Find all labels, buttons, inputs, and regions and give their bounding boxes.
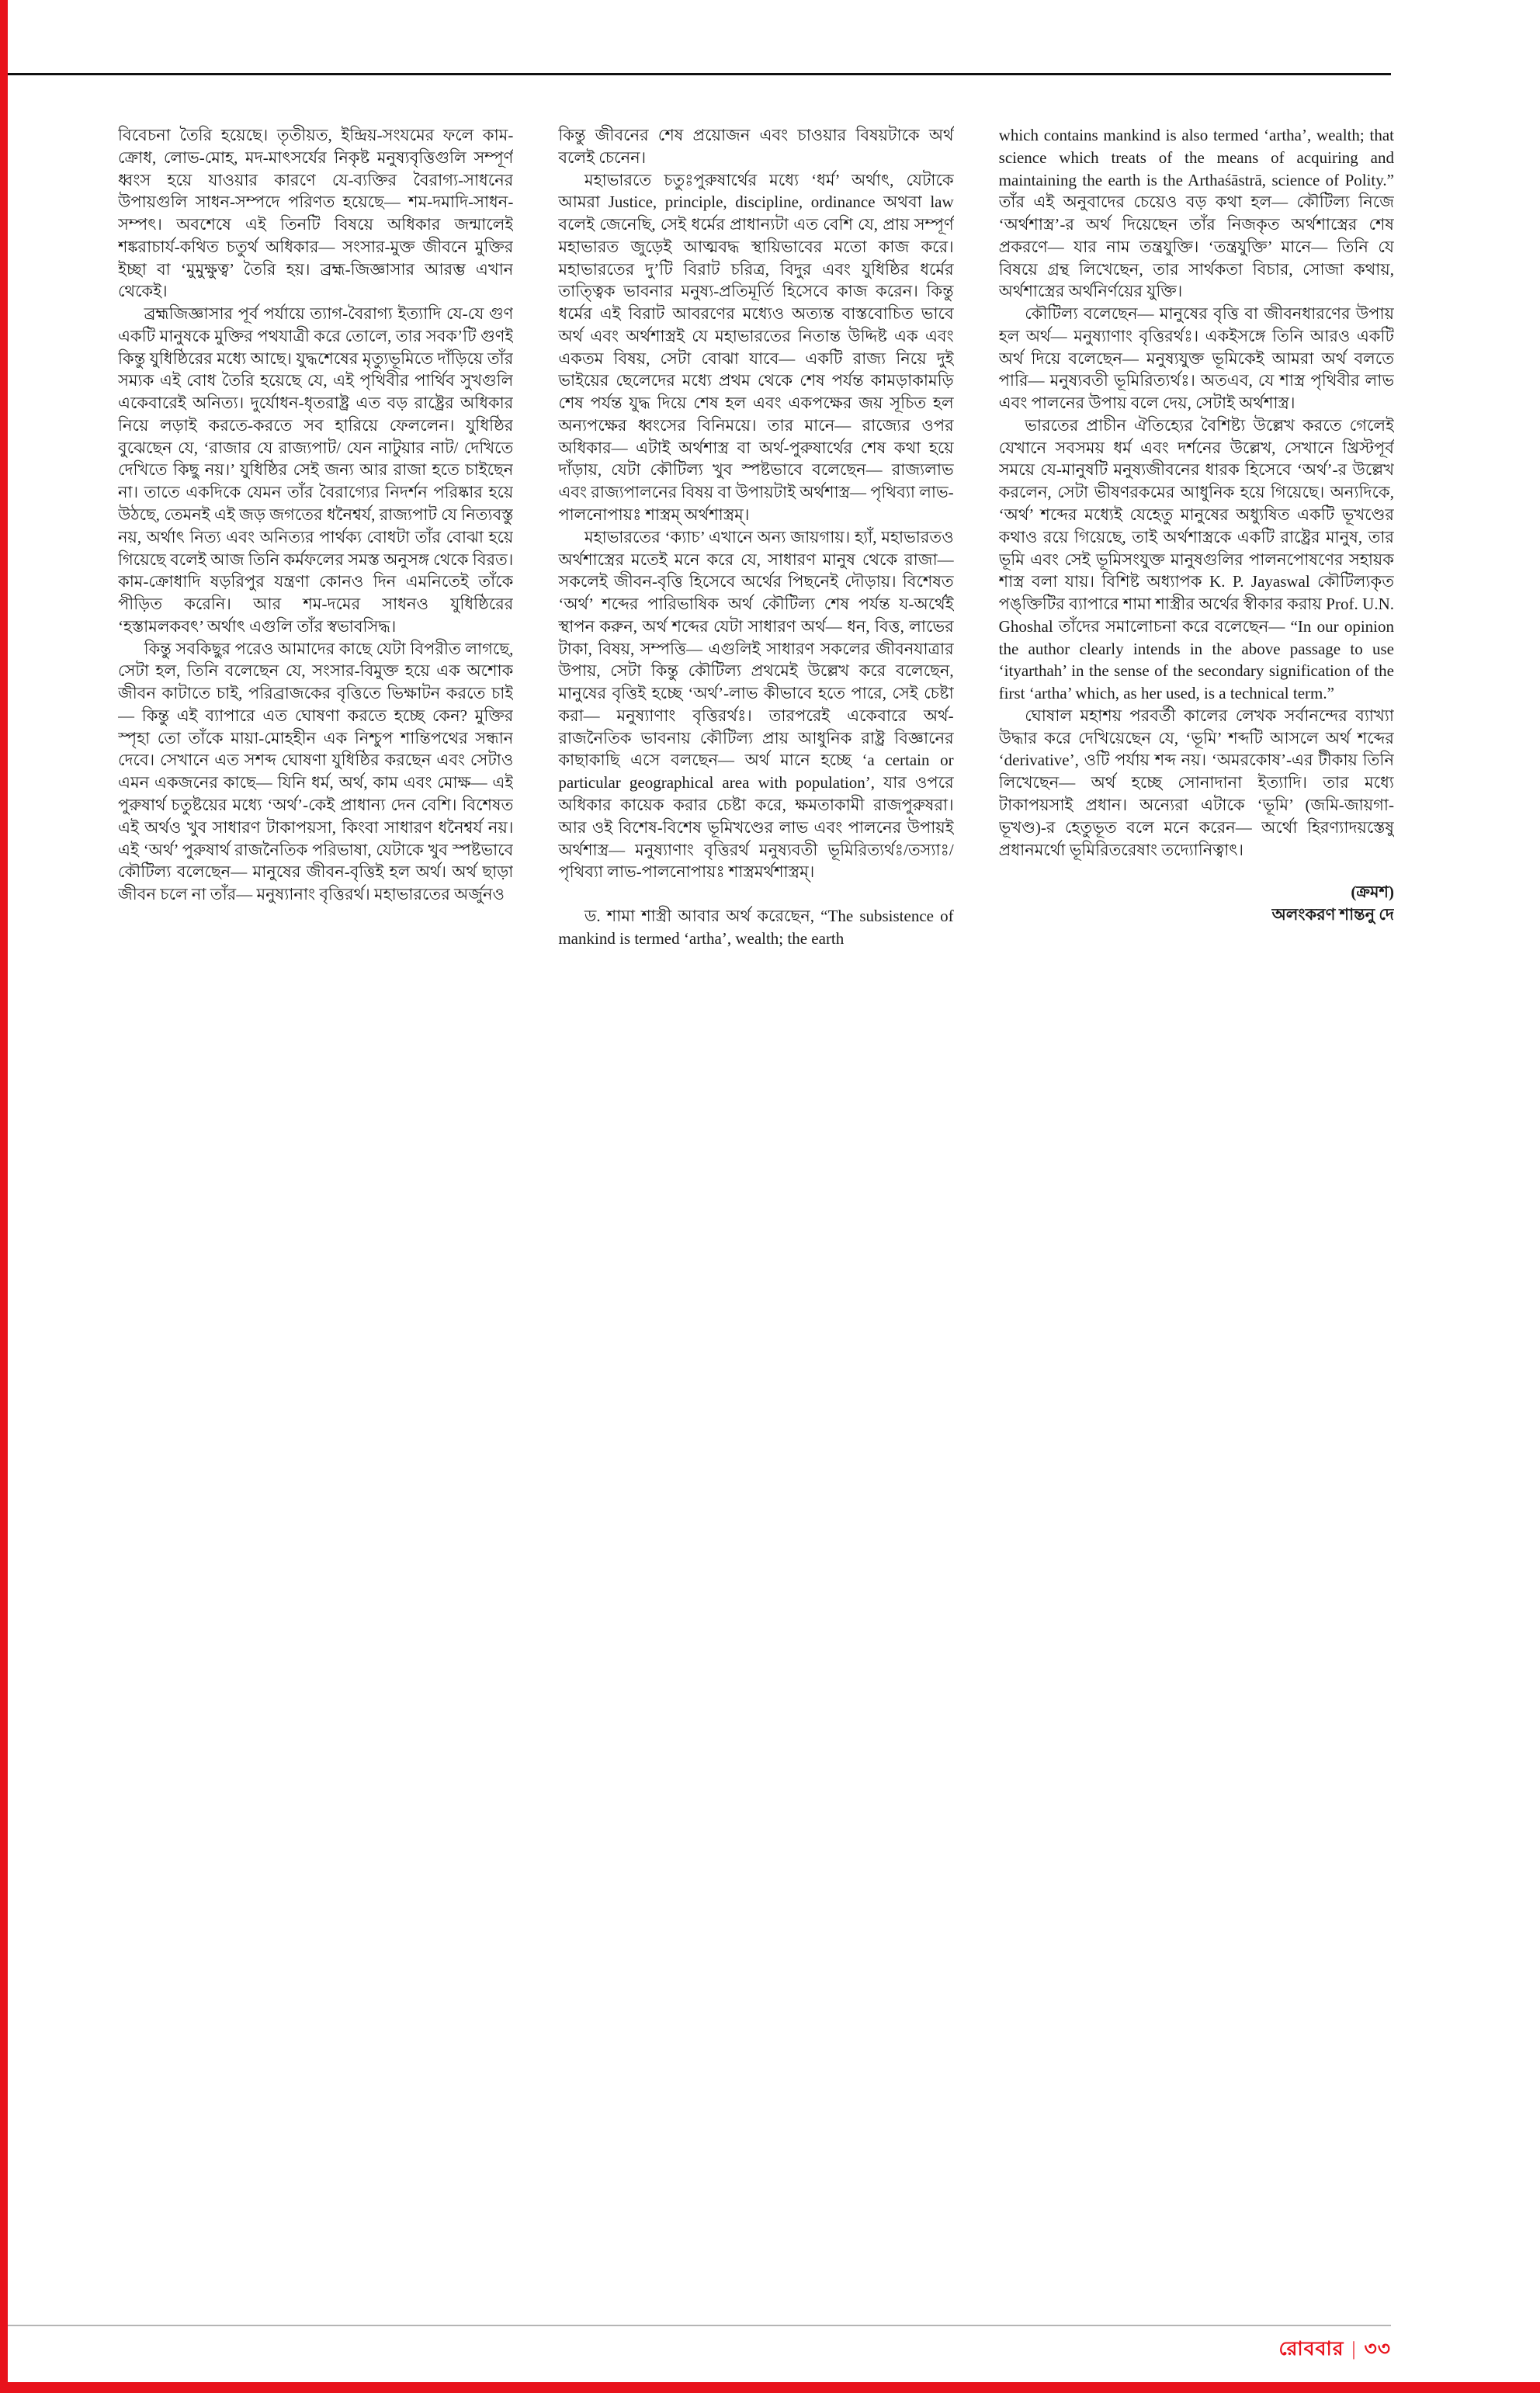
paragraph: ভারতের প্রাচীন ঐতিহ্যের বৈশিষ্ট্য উল্লেখ করতে গেলেই যেখানে সবসময় ধর্ম এবং দর্শনের উল্লেখ, সেখানে খ্রিস্টপূর্ব সময়ে যে-মানুষটি মনুষ্যজীবনের ধারক হিসেবে ‘অর্থ’-র উল্লেখ করলেন, সেটা ভীষণরকমের আধুনিক হয়ে গিয়েছে। অন্যদিকে, ‘অর্থ’ শব্দের মধ্যেই যেহেতু মানুষের অধ্যুষিত একটি ভূখণ্ডের কথাও রয়ে গিয়েছে, তাই অর্থশাস্ত্রকে একটি রাষ্ট্রের মানুষ, তার ভূমি এবং সেই ভূমিসংযুক্ত মানুষগুলির পালনপোষণের সহায়ক শাস্ত্র বলা যায়। বিশিষ্ট অধ্যাপক K. P. Jayaswal কৌটিল্যকৃত পঙ্‌ক্তিটির ব্যাপারে শামা শাস্ত্রীর অর্থের স্বীকার করায় Prof. U.N. Ghoshal তাঁদের সমালোচনা করে বলেছেন— “In our opinion the author clearly intends in the above passage to use ‘ityarthah’ in the sense of the secondary signification of the first ‘artha’ which, as her used, is a technical term.” — [998, 415, 1394, 703]
continued-marker: (ক্রমশ) — [1351, 883, 1394, 902]
paragraph: কিন্তু জীবনের শেষ প্রয়োজন এবং চাওয়ার বিষয়টাকে অর্থ বলেই চেনেন। — [558, 126, 954, 167]
footer-separator: | — [1351, 2339, 1357, 2360]
top-rule — [8, 73, 1391, 75]
page-number: ৩৩ — [1364, 2339, 1391, 2360]
page-footer — [1278, 2333, 1391, 2367]
paragraph: which contains mankind is also termed ‘artha’, wealth; that science which treats of the means of acquiring and maintaining the earth is the Arthaśāstrā, science of Polity.” তাঁর এই অনুবাদের চেয়েও বড় কথা হল— কৌটিল্য নিজে ‘অর্থশাস্ত্র’-র অর্থ দিয়েছেন তাঁর নিজকৃত অর্থশাস্ত্রের শেষ প্রকরণে— যার নাম তন্ত্রযুক্তি। ‘তন্ত্রযুক্তি’ মানে— তিনি যে বিষয়ে গ্রন্থ লিখেছেন, তার সার্থকতা বিচার, সোজা কথায়, অর্থশাস্ত্রের অর্থনির্ণয়ের যুক্তি। — [998, 126, 1394, 301]
left-red-border — [0, 0, 8, 2393]
paragraph: ড. শামা শাস্ত্রী আবার অর্থ করেছেন, “The subsistence of mankind is termed ‘artha’, wealth; the earth — [558, 907, 954, 948]
bottom-red-border — [0, 2382, 1540, 2393]
footer-rule — [8, 2325, 1391, 2326]
article-column-1 — [118, 124, 513, 2298]
article-column-3 — [999, 124, 1394, 2298]
paragraph: মহাভারতের ‘ক্যাচ’ এখানে অন্য জায়গায়। হ্যাঁ, মহাভারতও অর্থশাস্ত্রের মতেই মনে করে যে, সাধারণ মানুষ থেকে রাজা— সকলেই জীবন-বৃত্তি হিসেবে অর্থের পিছনেই দৌড়ায়। বিশেষত ‘অর্থ’ শব্দের পারিভাষিক অর্থ কৌটিল্য শেষ পর্যন্ত য-অর্থেই স্থাপন করুন, অর্থ শব্দের যেটা সাধারণ অর্থ— ধন, বিত্ত, লাভের টাকা, বিষয়, সম্পত্তি— এগুলিই সাধারণ সকলের জীবনযাত্রার উপায়, সেটা কিন্তু কৌটিল্য প্রথমেই উল্লেখ করে বলেছেন, মানুষের বৃত্তিই হচ্ছে ‘অর্থ’-লাভ কীভাবে হতে পারে, সেই চেষ্টা করা— মনুষ্যাণাং বৃত্তিরর্থঃ। তারপরেই একেবারে অর্থ-রাজনৈতিক ভাবনায় কৌটিল্য প্রায় আধুনিক রাষ্ট্র বিজ্ঞানের কাছাকাছি এসে বলছেন— অর্থ মানে হচ্ছে ‘a certain or particular geographical area with population’, যার ওপরে অধিকার কায়েক করার চেষ্টা করে, ক্ষমতাকামী রাজপুরুষরা। আর ওই বিশেষ-বিশেষ ভূমিখণ্ডের লাভ এবং পালনের উপায়ই অর্থশাস্ত্র— মনুষ্যাণাং বৃত্তিরর্থ মনুষ্যবতী ভূমিরিত্যর্থঃ/তস্যাঃ/ পৃথিব্যা লাভ-পালনোপায়ঃ শাস্ত্রমর্থশাস্ত্রম্। — [558, 527, 954, 882]
paragraph: কিন্তু সবকিছুর পরেও আমাদের কাছে যেটা বিপরীত লাগছে, সেটা হল, তিনি বলেছেন যে, সংসার-বিমুক্ত হয়ে এক অশোক জীবন কাটাতে চাই, পরিব্রাজকের বৃত্তিতে ভিক্ষাটন করতে চাই— কিন্তু এই ব্যাপারে এত ঘোষণা করতে হচ্ছে কেন? মুক্তির স্পৃহা তো তাঁকে মায়া-মোহহীন এক নিশ্চুপ শান্তিপথের সন্ধান দেবে। সেখানে এত সশব্দ ঘোষণা যুধিষ্ঠির করছেন এবং সেটাও এমন একজনের কাছে— যিনি ধর্ম, অর্থ, কাম এবং মোক্ষ— এই পুরুষার্থ চতুষ্টয়ের মধ্যে ‘অর্থ’-কেই প্রাধান্য দেন বেশি। বিশেষত এই অর্থও খুব সাধারণ টাকাপয়সা, কিংবা সাধারণ ধনৈশ্বর্য নয়। এই ‘অর্থ’ পুরুষার্থ রাজনৈতিক পরিভাষা, যেটাকে খুব স্পষ্টভাবে কৌটিল্য বলেছেন— মানুষের জীবন-বৃত্তিই হল অর্থ। অর্থ ছাড়া জীবন চলে না তাঁর— মনুষ্যানাং বৃত্তিরর্থ। মহাভারতের অর্জুনও — [118, 639, 514, 904]
paragraph: কৌটিল্য বলেছেন— মানুষের বৃত্তি বা জীবনধারণের উপায় হল অর্থ— মনুষ্যাণাং বৃত্তিরর্থঃ। একইসঙ্গে তিনি আরও একটি অর্থ দিয়ে বলেছেন— মনুষ্যযুক্ত ভূমিকেই আমরা অর্থ বলতে পারি— মনুষ্যবতী ভূমিরিত্যর্থঃ। অতএব, যে শাস্ত্র পৃথিবীর লাভ এবং পালনের উপায় বলে দেয়, সেটাই অর্থশাস্ত্র। — [998, 304, 1394, 413]
article-credits — [999, 881, 1394, 926]
paragraph: ব্রহ্মজিজ্ঞাসার পূর্ব পর্যায়ে ত্যাগ-বৈরাগ্য ইত্যাদি যে-যে গুণ একটি মানুষকে মুক্তির পথযাত্রী করে তোলে, তার সবক’টি গুণই কিন্তু যুধিষ্ঠিরের মধ্যে আছে। যুদ্ধশেষের মৃত্যুভূমিতে দাঁড়িয়ে তাঁর সম্যক এই বোধ তৈরি হয়েছে যে, এই পৃথিবীর পার্থিব সুখগুলি একেবারেই অনিত্য। দুর্যোধন-ধৃতরাষ্ট্র এত বড় রাষ্ট্রের অধিকার নিয়ে লড়াই করতে-করতে সব হারিয়ে ফেললেন। যুধিষ্ঠির বুঝেছেন যে, ‘রাজার যে রাজ্যপাট/ যেন নাটুয়ার নাট/ দেখিতে দেখিতে কিছু নয়।’ যুধিষ্ঠির সেই জন্য আর রাজা হতে চাইছেন না। তাতে একদিকে যেমন তাঁর বৈরাগ্যের নিদর্শন পরিষ্কার হয়ে উঠছে, তেমনই এই জড় জগতের ধনৈশ্বর্য, রাজ্যপাট যে নিত্যবস্তু নয়, অর্থাৎ নিত্য এবং অনিত্যর পার্থক্য বোধটা তাঁর বোঝা হয়ে গিয়েছে বলেই আজ তিনি কর্মফলের সমস্ত অনুসঙ্গ থেকে বিরত। কাম-ক্রোধাদি ষড়রিপুর যন্ত্রণা কোনও দিন এমনিতেই তাঁকে পীড়িত করেনি। আর শম-দমের সাধনও যুধিষ্ঠিরের ‘হস্তামলকবৎ’ অর্থাৎ এগুলি তাঁর স্বভাবসিদ্ধ। — [118, 304, 514, 636]
magazine-name: রোববার — [1278, 2339, 1344, 2360]
illustration-credit: অলংকরণ শান্তনু দে — [1271, 905, 1394, 924]
article-column-2 — [558, 124, 953, 2298]
paragraph: বিবেচনা তৈরি হয়েছে। তৃতীয়ত, ইন্দ্রিয়-সংযমের ফলে কাম-ক্রোধ, লোভ-মোহ, মদ-মাৎসর্যের নিকৃষ্ট মনুষ্যবৃত্তিগুলি সম্পূর্ণ ধ্বংস হয়ে যাওয়ার কারণে যে-ব্যক্তির বৈরাগ্য-সাধনের উপায়গুলি সাধন-সম্পদে পরিণত হয়েছে— শম-দমাদি-সাধন-সম্পৎ। অবশেষে এই তিনটি বিষয়ে অধিকার জন্মালেই শঙ্করাচার্য-কথিত চতুর্থ অধিকার— সংসার-মুক্ত জীবনে মুক্তির ইচ্ছা বা ‘মুমুক্ষুত্ব’ তৈরি হয়। ব্রহ্ম-জিজ্ঞাসার আরম্ভ এখান থেকেই। — [118, 126, 514, 301]
paragraph: ঘোষাল মহাশয় পরবর্তী কালের লেখক সর্বানন্দের ব্যাখ্যা উদ্ধার করে দেখিয়েছেন যে, ‘ভূমি’ শব্দটি আসলে অর্থ শব্দের ‘derivative’, ওটি পর্যায় শব্দ নয়। ‘অমরকোষ’-এর টীকায় তিনি লিখেছেন— অর্থ হচ্ছে সোনাদানা ইত্যাদি। তার মধ্যে টাকাপয়সাই প্রধান। অন্যেরা এটাকে ‘ভূমি’ (জমি-জায়গা-ভূখণ্ড)-র হেতুভূত বলে মনে করেন— অর্থো হিরণ্যাদয়স্তেষু প্রধানমর্থো ভূমিরিতরেষাং তদ্যোনিত্বাৎ। — [998, 706, 1394, 859]
article-body — [118, 124, 1394, 2298]
paragraph: মহাভারতে চতুঃপুরুষার্থের মধ্যে ‘ধর্ম’ অর্থাৎ, যেটাকে আমরা Justice, principle, discipline, ordinance অথবা law বলেই জেনেছি, সেই ধর্মের প্রাধান্যটা এত বেশি যে, প্রায় সম্পূর্ণ মহাভারত জুড়েই আত্মবদ্ধ স্থায়িভাবের মতো কাজ করে। মহাভারতের দু’টি বিরাট চরিত্র, বিদুর এবং যুধিষ্ঠির ধর্মের তাত্ত্বিক ভাবনার মনুষ্য-প্রতিমূর্তি হিসেবে কাজ করেন। কিন্তু ধর্মের এই বিরাট আবরণের মধ্যেও অত্যন্ত বাস্তবোচিত ভাবে অর্থ এবং অর্থশাস্ত্রই যে মহাভারতের নিতান্ত উদ্দিষ্ট এক এবং একতম বিষয়, সেটা বোঝা যাবে— একটি রাজ্য নিয়ে দুই ভাইয়ের ছেলেদের মধ্যে প্রথম থেকে শেষ পর্যন্ত কামড়াকামড়ি শেষ পর্যন্ত যুদ্ধ দিয়ে শেষ হল এবং একপক্ষের জয় সূচিত হল অন্যপক্ষের ধ্বংসের বিনিময়ে। তার মানে— রাজ্যের ওপর অধিকার— এটাই অর্থশাস্ত্র বা অর্থ-পুরুষার্থের শেষ কথা হয়ে দাঁড়ায়, যেটা কৌটিল্য খুব স্পষ্টভাবে বলেছেন— রাজ্যলাভ এবং রাজ্যপালনের বিষয় বা উপায়টাই অর্থশাস্ত্র— পৃথিব্যা লাভ-পালনোপায়ঃ শাস্ত্রম্ অর্থশাস্ত্রম্। — [558, 170, 954, 525]
